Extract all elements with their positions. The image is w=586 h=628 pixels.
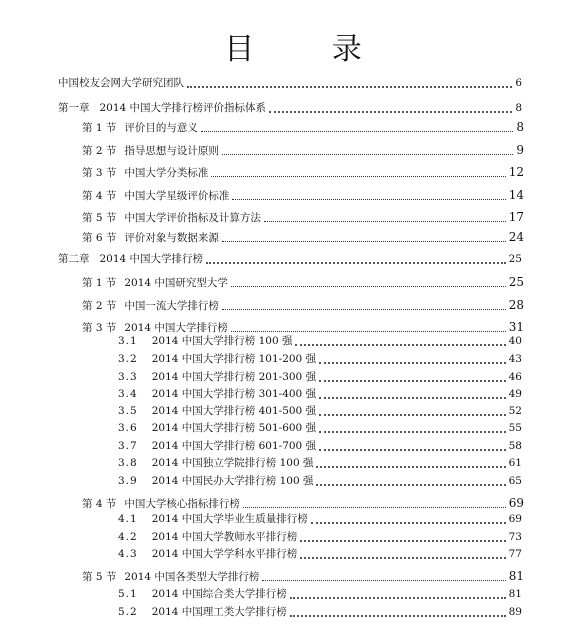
toc-entry[interactable] [82, 209, 524, 226]
toc-entry-title: 2014 中国大学学科水平排行榜 [151, 548, 298, 560]
toc-entry-number: 第 2 节 [82, 145, 117, 157]
toc-entry-title: 中国大学评价指标及计算方法 [124, 212, 261, 224]
dot-leader [319, 362, 506, 364]
toc-entry[interactable] [58, 100, 522, 116]
dot-leader [319, 380, 506, 382]
toc-entry-page: 49 [508, 388, 522, 400]
toc-entry-number: 3.3 [118, 371, 138, 383]
toc-entry-title: 中国大学星级评价标准 [124, 190, 230, 202]
toc-entry-title: 2014 中国研究型大学 [124, 277, 228, 289]
toc-entry-number: 3.2 [118, 353, 138, 365]
toc-entry-page: 6 [515, 77, 522, 89]
toc-entry-number: 第一章 [58, 102, 90, 114]
toc-entry-page: 25 [508, 253, 522, 265]
toc-entry[interactable] [118, 351, 522, 367]
toc-entry-title: 2014 中国大学排行榜 601-700 强 [151, 440, 317, 452]
toc-entry-number: 5.1 [118, 588, 138, 600]
dot-leader [231, 286, 506, 287]
dot-leader [319, 449, 506, 451]
dot-leader [295, 344, 505, 346]
dot-leader [319, 431, 506, 433]
toc-entry[interactable] [118, 438, 522, 454]
toc-entry[interactable] [118, 420, 522, 436]
toc-entry[interactable] [118, 586, 522, 602]
toc-entry-page: 89 [508, 606, 522, 618]
toc-entry-title: 2014 中国独立学院排行榜 100 强 [151, 457, 314, 469]
toc-entry[interactable] [118, 369, 522, 385]
dot-leader [187, 86, 512, 88]
toc-entry-title: 2014 中国大学排行榜评价指标体系 [99, 102, 267, 114]
toc-entry-title: 评价目的与意义 [124, 122, 198, 134]
dot-leader [316, 466, 505, 468]
toc-entry-page: 8 [516, 120, 524, 134]
toc-entry[interactable] [82, 164, 524, 181]
toc-entry[interactable] [118, 403, 522, 419]
toc-entry[interactable] [82, 568, 524, 585]
toc-entry-number: 3.6 [118, 422, 138, 434]
toc-entry-title: 2014 中国大学排行榜 401-500 强 [151, 405, 317, 417]
toc-entry-title: 2014 中国大学排行榜 501-600 强 [151, 422, 317, 434]
toc-entry-number: 3.8 [118, 457, 138, 469]
toc-entry-page: 69 [508, 496, 524, 510]
toc-entry-number: 第 4 节 [82, 190, 117, 202]
dot-leader [222, 309, 506, 310]
dot-leader [211, 176, 505, 177]
toc-entry[interactable] [58, 251, 522, 267]
toc-entry-title: 2014 中国大学排行榜 301-400 强 [151, 388, 317, 400]
toc-entry-number: 第 5 节 [82, 571, 117, 583]
toc-entry-number: 第 3 节 [82, 322, 117, 334]
toc-entry-number: 3.9 [118, 475, 138, 487]
toc-entry-title: 2014 中国各类型大学排行榜 [124, 571, 260, 583]
toc-entry[interactable] [118, 473, 522, 489]
toc-entry[interactable] [82, 142, 524, 159]
toc-entry[interactable] [82, 274, 524, 291]
toc-entry-title: 指导思想与设计原则 [124, 145, 219, 157]
toc-entry-number: 第二章 [58, 253, 90, 265]
toc-entry-page: 52 [508, 405, 522, 417]
dot-leader [222, 241, 506, 242]
toc-entry-page: 43 [508, 353, 522, 365]
toc-entry-number: 4.1 [118, 513, 138, 525]
dot-leader [243, 507, 506, 508]
toc-entry-page: 24 [508, 230, 524, 244]
toc-entry-title: 2014 中国大学排行榜 [99, 253, 204, 265]
toc-entry-number: 第 6 节 [82, 232, 117, 244]
toc-entry-number: 第 4 节 [82, 498, 117, 510]
toc-entry[interactable] [82, 187, 524, 204]
toc-entry-page: 69 [508, 513, 522, 525]
toc-entry[interactable] [118, 511, 522, 527]
toc-entry-title: 中国校友会网大学研究团队 [58, 77, 184, 89]
toc-entry-number: 第 5 节 [82, 212, 117, 224]
toc-entry[interactable] [118, 333, 522, 349]
toc-entry-number: 3.5 [118, 405, 138, 417]
toc-entry-title: 评价对象与数据来源 [124, 232, 219, 244]
toc-entry-page: 58 [508, 440, 522, 452]
toc-entry-title: 2014 中国大学毕业生质量排行榜 [151, 513, 308, 525]
toc-entry-number: 4.2 [118, 531, 138, 543]
dot-leader [231, 331, 506, 332]
toc-entry-page: 46 [508, 371, 522, 383]
dot-leader [232, 199, 505, 200]
toc-entry-title: 2014 中国民办大学排行榜 100 强 [151, 475, 314, 487]
toc-entry-title: 中国大学分类标准 [124, 167, 209, 179]
toc-entry-page: 25 [508, 275, 524, 289]
toc-entry-page: 12 [508, 165, 524, 179]
toc-entry-number: 第 1 节 [82, 277, 117, 289]
toc-entry-title: 2014 中国大学教师水平排行榜 [151, 531, 298, 543]
toc-entry-page: 28 [508, 298, 524, 312]
toc-entry-page: 40 [508, 335, 522, 347]
dot-leader [300, 540, 505, 542]
toc-entry-number: 4.3 [118, 548, 138, 560]
toc-entry-page: 61 [508, 457, 522, 469]
toc-entry-title: 2014 中国理工类大学排行榜 [151, 606, 287, 618]
toc-entry-page: 8 [515, 102, 522, 114]
toc-entry-title: 中国大学核心指标排行榜 [124, 498, 240, 510]
dot-leader [222, 154, 514, 155]
dot-leader [206, 262, 506, 264]
toc-entry-number: 3.7 [118, 440, 138, 452]
toc-entry-number: 第 1 节 [82, 122, 117, 134]
toc-entry-number: 第 3 节 [82, 167, 117, 179]
dot-leader [319, 397, 506, 399]
toc-entry-page: 9 [516, 143, 524, 157]
toc-entry[interactable] [118, 546, 522, 562]
toc-entry-title: 中国一流大学排行榜 [124, 300, 219, 312]
toc-entry-page: 55 [508, 422, 522, 434]
toc-entry[interactable] [82, 297, 524, 314]
toc-entry-page: 77 [508, 548, 522, 560]
toc-entry-title: 2014 中国综合类大学排行榜 [151, 588, 287, 600]
toc-entry-number: 3.4 [118, 388, 138, 400]
page-title: 目 录 [224, 32, 396, 67]
toc-entry[interactable] [82, 229, 524, 246]
dot-leader [201, 131, 514, 132]
toc-entry-title: 2014 中国大学排行榜 201-300 强 [151, 371, 317, 383]
toc-entry-page: 17 [508, 210, 524, 224]
toc-entry[interactable] [118, 604, 522, 620]
toc-entry-page: 65 [508, 475, 522, 487]
toc-entry-number: 5.2 [118, 606, 138, 618]
toc-entry-number: 3.1 [118, 335, 138, 347]
dot-leader [311, 522, 506, 524]
toc-entry-page: 81 [508, 588, 522, 600]
dot-leader [319, 414, 506, 416]
toc-entry[interactable] [82, 495, 524, 512]
toc-entry[interactable] [118, 386, 522, 402]
dot-leader [290, 615, 506, 617]
toc-entry-page: 14 [508, 188, 524, 202]
dot-leader [264, 221, 506, 222]
toc-entry-title: 2014 中国大学排行榜 [124, 322, 228, 334]
toc-entry[interactable] [118, 455, 522, 471]
toc-entry-page: 81 [508, 569, 524, 583]
dot-leader [262, 580, 505, 581]
toc-entry-title: 2014 中国大学排行榜 100 强 [151, 335, 293, 347]
toc-entry-number: 第 2 节 [82, 300, 117, 312]
toc-entry[interactable] [82, 119, 524, 136]
toc-entry-title: 2014 中国大学排行榜 101-200 强 [151, 353, 317, 365]
dot-leader [269, 111, 512, 113]
toc-entry[interactable] [58, 75, 522, 91]
toc-entry[interactable] [118, 529, 522, 545]
toc-entry-page: 73 [508, 531, 522, 543]
toc-entry-page: 31 [508, 320, 524, 334]
dot-leader [300, 557, 505, 559]
dot-leader [316, 484, 505, 486]
dot-leader [290, 597, 506, 599]
